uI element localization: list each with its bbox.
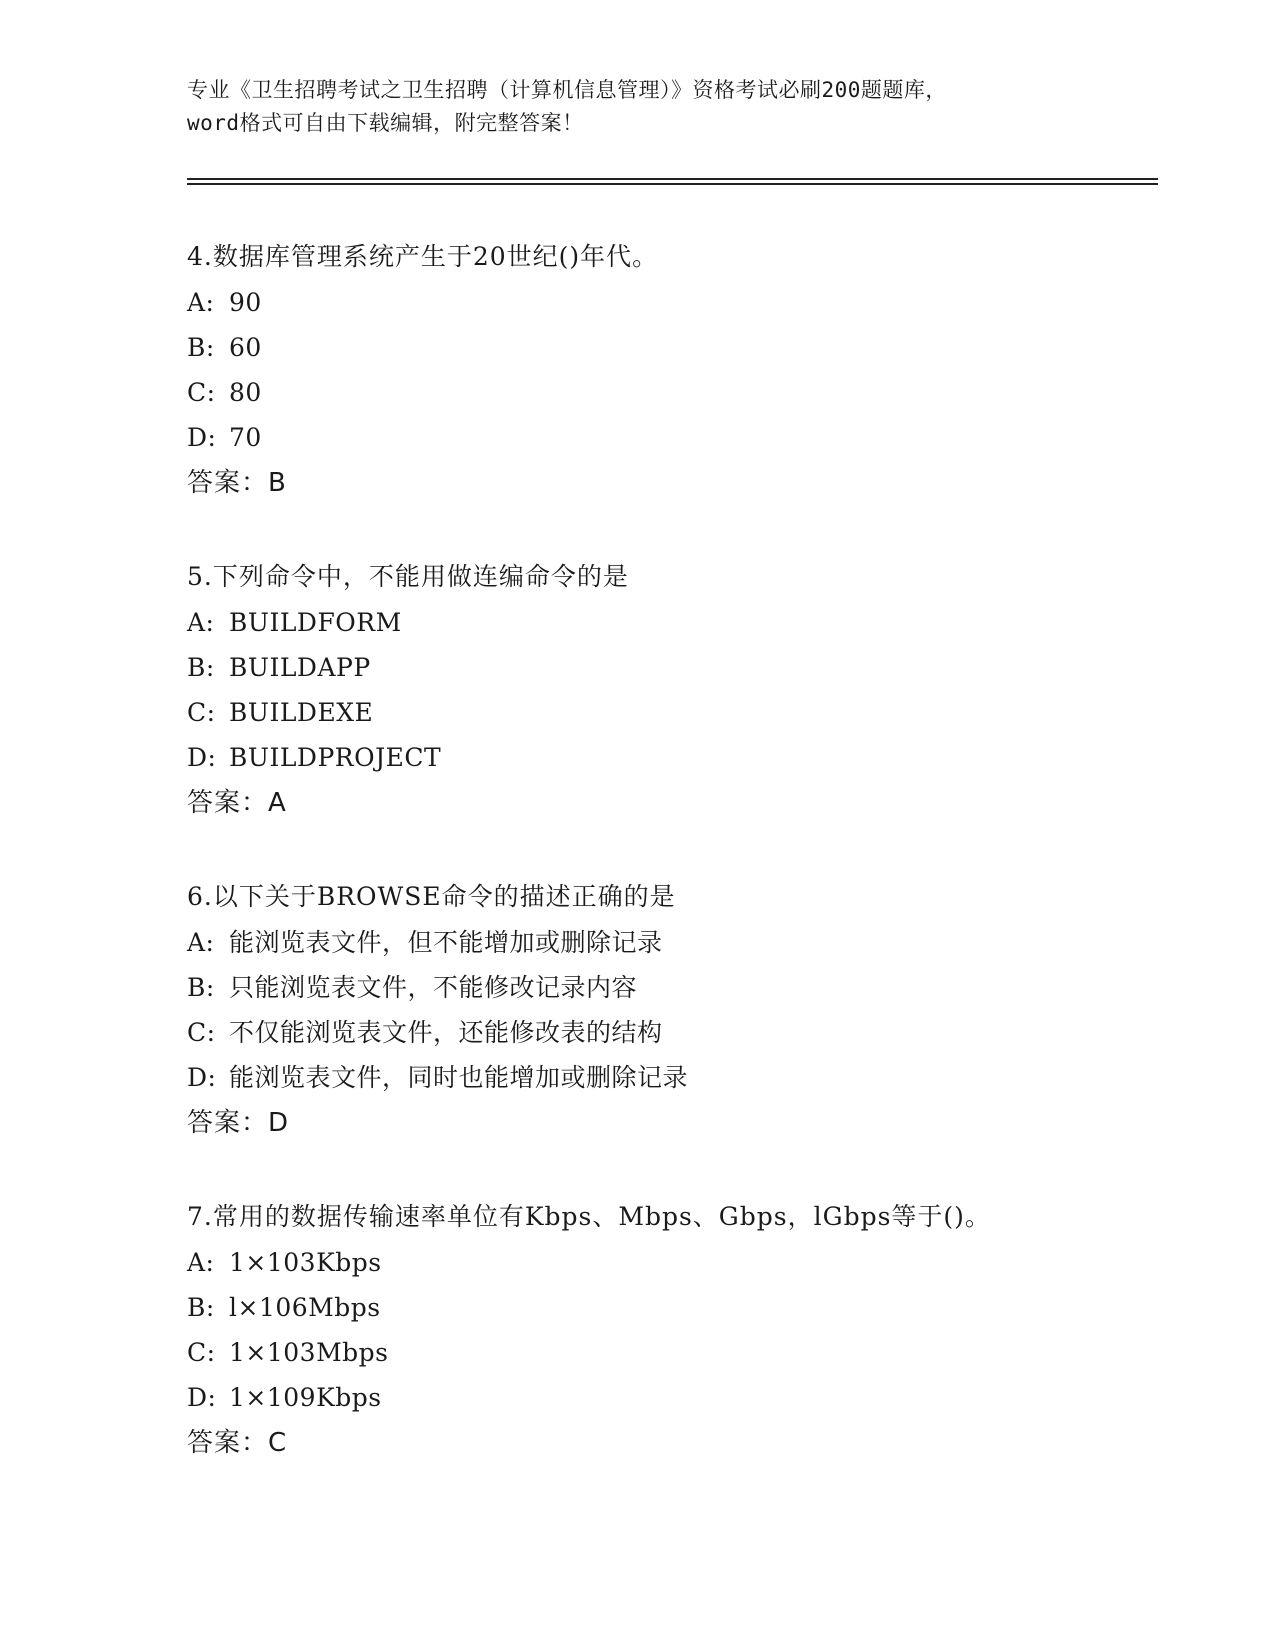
option-text: l×106Mbps xyxy=(229,1293,381,1322)
option-text: 60 xyxy=(229,333,262,362)
option-letter: D: xyxy=(187,743,217,772)
option-a xyxy=(187,280,1187,325)
option-letter: C: xyxy=(187,1018,216,1047)
option-letter: B: xyxy=(187,1293,215,1322)
option-letter: A: xyxy=(187,288,215,317)
option-d xyxy=(187,1375,1187,1420)
option-b xyxy=(187,645,1187,690)
question-block xyxy=(187,554,1187,826)
answer-line: 答案：C xyxy=(187,1428,288,1458)
option-letter: C: xyxy=(187,1338,216,1367)
option-text: 90 xyxy=(229,288,262,317)
header-divider-top xyxy=(187,178,1158,180)
header-divider-bottom xyxy=(187,183,1158,185)
option-a xyxy=(187,1240,1187,1285)
option-text: 只能浏览表文件，不能修改记录内容 xyxy=(229,973,638,1002)
question-block xyxy=(187,874,1187,1146)
option-letter: C: xyxy=(187,698,216,727)
answer-line: 答案：D xyxy=(187,1108,290,1138)
header-title-line-2: word格式可自由下载编辑，附完整答案！ xyxy=(187,111,584,135)
option-text: 1×109Kbps xyxy=(229,1383,382,1412)
option-letter: C: xyxy=(187,378,216,407)
header-title-line-1: 专业《卫生招聘考试之卫生招聘（计算机信息管理）》资格考试必刷200题题库， xyxy=(187,78,947,102)
question-stem: 4.数据库管理系统产生于20世纪()年代。 xyxy=(187,242,659,271)
option-d xyxy=(187,1055,1187,1100)
question-block xyxy=(187,1194,1187,1466)
option-text: BUILDFORM xyxy=(229,608,402,637)
question-stem: 7.常用的数据传输速率单位有Kbps、Mbps、Gbps，lGbps等于()。 xyxy=(187,1202,991,1231)
option-letter: D: xyxy=(187,423,217,452)
option-d xyxy=(187,415,1187,460)
option-letter: B: xyxy=(187,973,215,1002)
option-letter: D: xyxy=(187,1383,217,1412)
option-letter: A: xyxy=(187,608,215,637)
option-text: 80 xyxy=(229,378,262,407)
option-c xyxy=(187,690,1187,735)
option-letter: B: xyxy=(187,653,215,682)
answer-line: 答案：B xyxy=(187,468,287,498)
option-d xyxy=(187,735,1187,780)
option-text: 能浏览表文件，但不能增加或删除记录 xyxy=(229,928,663,957)
option-text: 1×103Kbps xyxy=(229,1248,382,1277)
option-c xyxy=(187,1330,1187,1375)
option-text: 70 xyxy=(229,423,262,452)
option-letter: B: xyxy=(187,333,215,362)
option-letter: A: xyxy=(187,928,215,957)
option-b xyxy=(187,1285,1187,1330)
option-letter: A: xyxy=(187,1248,215,1277)
option-b xyxy=(187,965,1187,1010)
option-text: 不仅能浏览表文件，还能修改表的结构 xyxy=(229,1018,663,1047)
question-stem: 6.以下关于BROWSE命令的描述正确的是 xyxy=(187,882,676,911)
option-text: 1×103Mbps xyxy=(229,1338,389,1367)
option-text: BUILDPROJECT xyxy=(229,743,442,772)
option-a xyxy=(187,920,1187,965)
answer-line: 答案：A xyxy=(187,788,287,818)
option-text: 能浏览表文件，同时也能增加或删除记录 xyxy=(229,1063,689,1092)
option-c xyxy=(187,1010,1187,1055)
question-stem: 5.下列命令中，不能用做连编命令的是 xyxy=(187,562,629,591)
option-text: BUILDEXE xyxy=(229,698,374,727)
question-block xyxy=(187,234,1187,506)
option-b xyxy=(187,325,1187,370)
option-c xyxy=(187,370,1187,415)
option-letter: D: xyxy=(187,1063,217,1092)
option-a xyxy=(187,600,1187,645)
document-header xyxy=(187,74,1087,140)
option-text: BUILDAPP xyxy=(229,653,371,682)
